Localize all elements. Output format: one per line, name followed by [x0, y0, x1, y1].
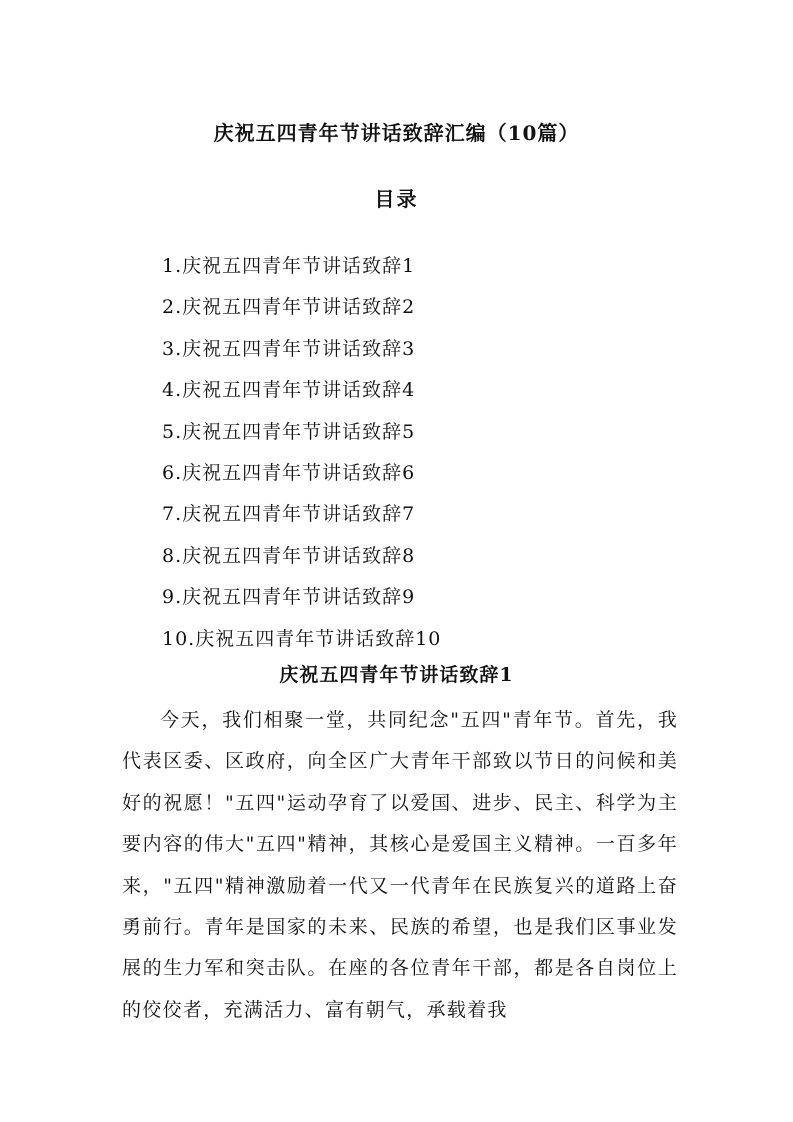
toc-item-7[interactable]: 7.庆祝五四青年节讲话致辞7 — [162, 503, 416, 526]
toc-item-5[interactable]: 5.庆祝五四青年节讲话致辞5 — [162, 420, 416, 443]
toc-item-1[interactable]: 1.庆祝五四青年节讲话致辞1 — [162, 255, 416, 277]
toc-item-9[interactable]: 9.庆祝五四青年节讲话致辞9 — [162, 586, 416, 609]
toc-item-8[interactable]: 8.庆祝五四青年节讲话致辞8 — [162, 544, 416, 567]
body-paragraph: 今天，我们相聚一堂，共同纪念"五四"青年节。首先，我代表区委、区政府，向全区广大青年干部致以节日的问候和美好的祝愿！"五四"运动孕育了以爱国、进步、民主、科学为主要内容的伟大"五四"精神，其核心是爱国主义精神。一百多年来，"五四"精神激励着一代又一代青年在民族复兴的道路上奋勇前行。青年是国家的未来、民族的希望，也是我们区事业发展的生力军和突击队。在座的各位青年干部，都是各自岗位上的佼佼者，充满活力、富有朝气，承载着我 — [122, 709, 678, 1021]
toc-item-3[interactable]: 3.庆祝五四青年节讲话致辞3 — [162, 337, 416, 360]
toc-heading: 目录 — [374, 187, 419, 211]
section-title: 庆祝五四青年节讲话致辞1 — [279, 664, 514, 686]
toc-item-10[interactable]: 10.庆祝五四青年节讲话致辞10 — [162, 627, 442, 650]
toc-item-4[interactable]: 4.庆祝五四青年节讲话致辞4 — [162, 379, 416, 402]
toc-item-6[interactable]: 6.庆祝五四青年节讲话致辞6 — [162, 461, 416, 484]
table-of-contents — [162, 246, 441, 660]
document-title: 庆祝五四青年节讲话致辞汇编（10篇） — [213, 121, 580, 145]
toc-item-2[interactable]: 2.庆祝五四青年节讲话致辞2 — [162, 296, 416, 319]
